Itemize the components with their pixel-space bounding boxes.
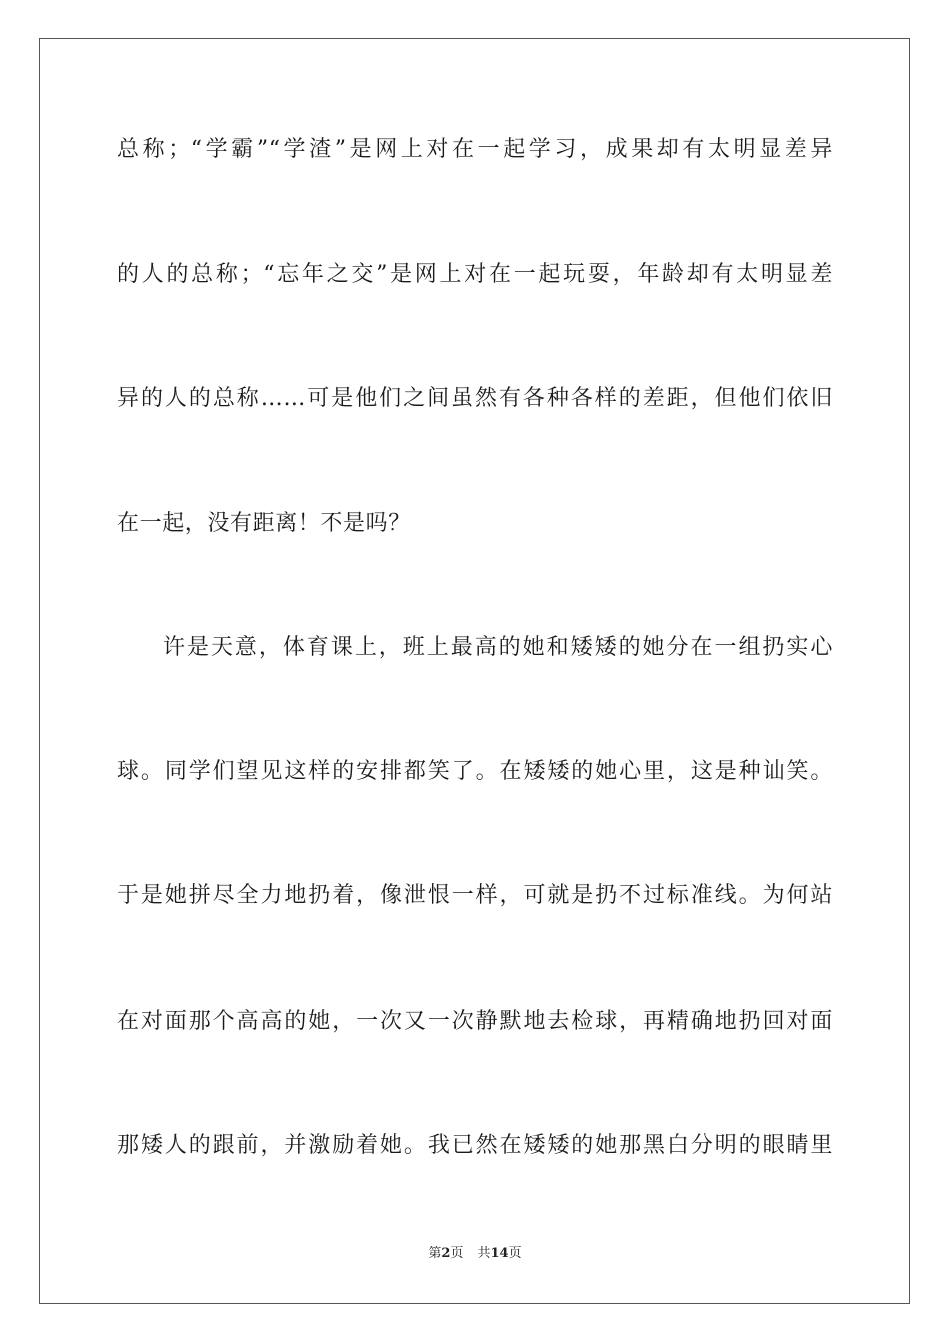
body-line-1: 总称；“学霸”“学渣”是网上对在一起学习，成果却有太明显差异	[117, 137, 833, 162]
footer-page-number: 2	[441, 1246, 451, 1261]
body-line-7: 于是她拼尽全力地扔着，像泄恨一样，可就是扔不过标准线。为何站	[117, 883, 833, 908]
body-line-9: 那矮人的跟前，并激励着她。我已然在矮矮的她那黑白分明的眼睛里	[117, 1133, 833, 1158]
body-line-4: 在一起，没有距离！不是吗？	[117, 511, 411, 536]
footer-total-prefix: 共	[477, 1246, 491, 1261]
body-line-8: 在对面那个高高的她，一次又一次静默地去检球，再精确地扔回对面	[117, 1009, 833, 1034]
body-line-3: 异的人的总称……可是他们之间虽然有各种各样的差距，但他们依旧	[117, 386, 833, 411]
body-line-2: 的人的总称；“忘年之交”是网上对在一起玩耍，年龄却有太明显差	[117, 262, 833, 287]
body-line-6: 球。同学们望见这样的安排都笑了。在矮矮的她心里，这是种讪笑。	[117, 759, 833, 784]
footer-page-prefix: 第	[428, 1246, 442, 1261]
body-line-5: 许是天意，体育课上，班上最高的她和矮矮的她分在一组扔实心	[163, 635, 833, 660]
footer-total-suffix: 页	[508, 1246, 522, 1261]
page-footer	[0, 1244, 950, 1264]
footer-total-pages: 14	[490, 1246, 509, 1261]
footer-page-suffix: 页	[450, 1246, 464, 1261]
page-border	[39, 38, 910, 1304]
